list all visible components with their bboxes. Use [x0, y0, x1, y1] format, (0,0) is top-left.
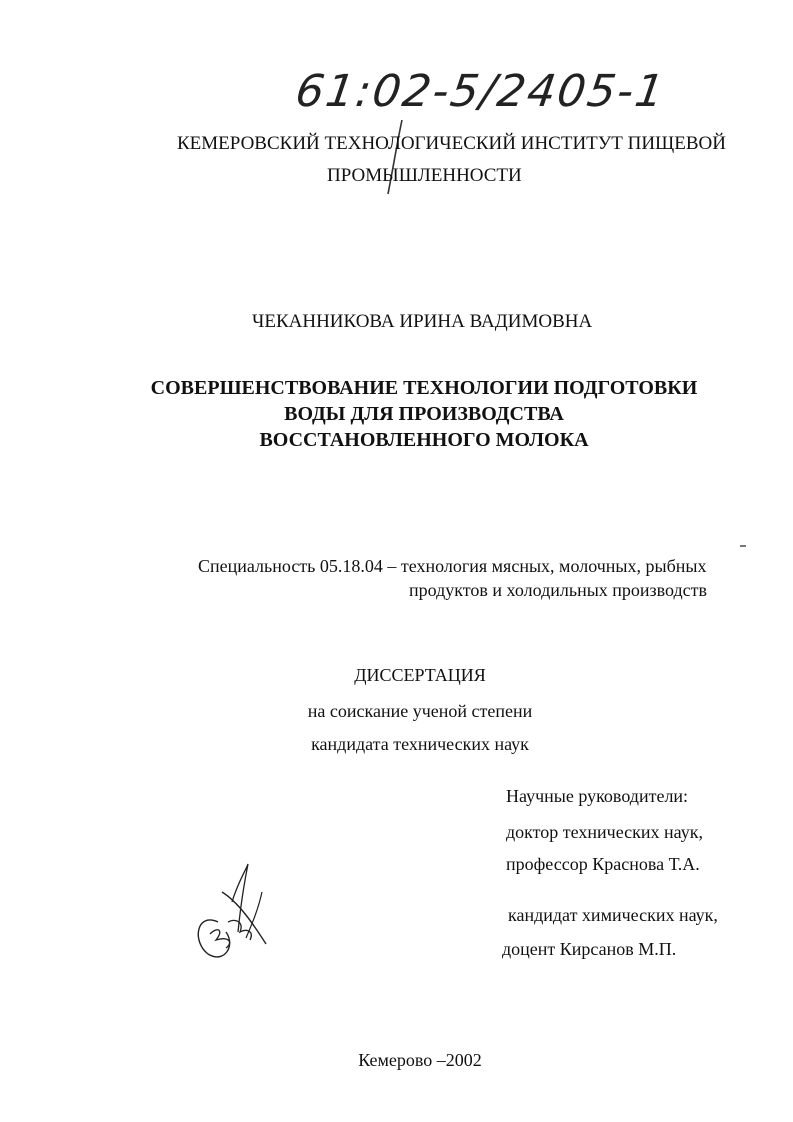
- pen-stroke-mark: [380, 118, 420, 198]
- specialty-line2: продуктов и холодильных производств: [409, 580, 708, 600]
- supervisor1-degree: доктор технических наук,: [506, 822, 703, 842]
- dissertation-title-line1: СОВЕРШЕНСТВОВАНИЕ ТЕХНОЛОГИИ ПОДГОТОВКИ: [150, 377, 698, 399]
- supervisor1-name: профессор Краснова Т.А.: [506, 854, 700, 874]
- supervisor2-name: доцент Кирсанов М.П.: [502, 939, 677, 959]
- author-name: ЧЕКАННИКОВА ИРИНА ВАДИМОВНА: [252, 311, 593, 332]
- dissertation-title-line2: ВОДЫ ДЛЯ ПРОИЗВОДСТВА: [284, 403, 564, 425]
- scan-speck: [740, 545, 746, 547]
- dissertation-degree: кандидата технических наук: [311, 734, 529, 754]
- supervisor2-degree: кандидат химических наук,: [508, 905, 718, 925]
- place-and-year: Кемерово –2002: [358, 1050, 482, 1070]
- handwritten-signature: [188, 862, 278, 972]
- handwritten-archive-code: 61:02-5/2405-1: [292, 66, 669, 117]
- specialty-line1: Специальность 05.18.04 – технология мясных, молочных, рыбных: [198, 556, 707, 576]
- dissertation-purpose: на соискание ученой степени: [307, 701, 533, 721]
- institute-name-line2: ПРОМЫШЛЕННОСТИ: [327, 165, 522, 186]
- dissertation-type: ДИССЕРТАЦИЯ: [354, 665, 486, 685]
- institute-name-line1: КЕМЕРОВСКИЙ ТЕХНОЛОГИЧЕСКИЙ ИНСТИТУТ ПИЩЕВОЙ: [177, 133, 726, 154]
- supervisors-heading: Научные руководители:: [506, 786, 689, 806]
- dissertation-title-line3: ВОССТАНОВЛЕННОГО МОЛОКА: [259, 429, 589, 451]
